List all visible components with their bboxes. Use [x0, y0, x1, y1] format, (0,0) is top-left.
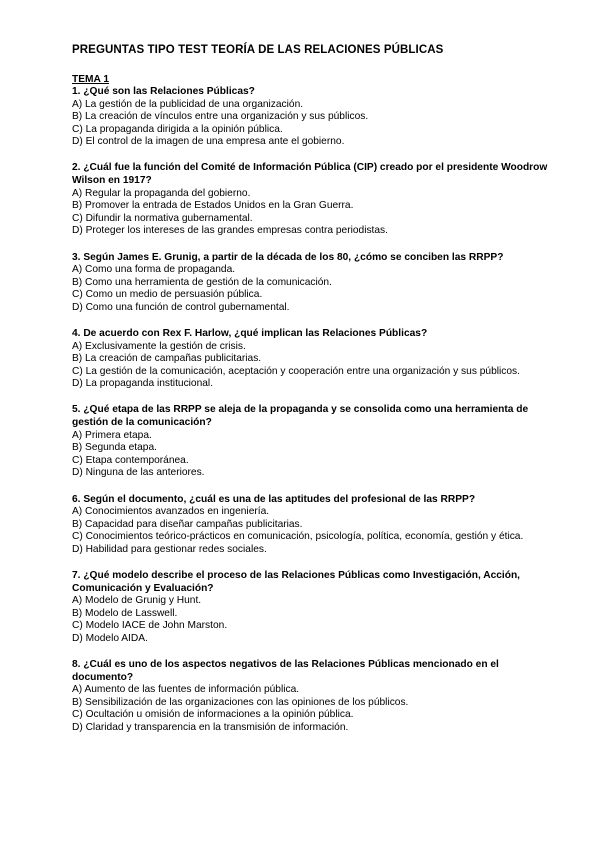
question-text: 2. ¿Cuál fue la función del Comité de Información Pública (CIP) creado por el presidente Woodrow Wilson en 1917?	[72, 162, 548, 187]
answer-option: B) Sensibilización de las organizaciones con las opiniones de los públicos.	[72, 696, 409, 708]
question-item	[72, 494, 560, 557]
answer-options	[72, 506, 560, 556]
answer-option: C) La propaganda dirigida a la opinión pública.	[72, 123, 283, 135]
answer-option: A) Regular la propaganda del gobierno.	[72, 187, 251, 199]
question-text: 6. Según el documento, ¿cuál es una de las aptitudes del profesional de las RRPP?	[72, 493, 476, 505]
answer-option: C) Conocimientos teórico-prácticos en comunicación, psicología, política, economía, gestión y ética.	[72, 531, 524, 543]
answer-option: C) Ocultación u omisión de informaciones a la opinión pública.	[72, 709, 354, 721]
answer-option: B) Como una herramienta de gestión de la comunicación.	[72, 276, 332, 288]
answer-option: C) La gestión de la comunicación, aceptación y cooperación entre una organización y sus públicos.	[72, 365, 520, 377]
question-list	[72, 86, 560, 735]
answer-options	[72, 264, 560, 314]
answer-option: B) Promover la entrada de Estados Unidos en la Gran Guerra.	[72, 200, 354, 212]
answer-options	[72, 684, 560, 734]
answer-option: D) Claridad y transparencia en la transmisión de información.	[72, 722, 349, 734]
answer-option: A) La gestión de la publicidad de una organización.	[72, 98, 304, 110]
section-title: TEMA 1	[72, 74, 109, 85]
question-text: 7. ¿Qué modelo describe el proceso de las Relaciones Públicas como Investigación, Acción, Comunicación y Evaluación?	[72, 570, 521, 594]
question-text: 3. Según James E. Grunig, a partir de la década de los 80, ¿cómo se conciben las RRPP?	[72, 251, 504, 263]
question-text: 8. ¿Cuál es uno de los aspectos negativos de las Relaciones Públicas mencionado en el documento?	[72, 659, 499, 683]
answer-options	[72, 430, 560, 480]
answer-option: D) Como una función de control gubernamental.	[72, 301, 290, 313]
answer-option: A) Conocimientos avanzados en ingeniería.	[72, 506, 270, 518]
answer-options	[72, 341, 560, 391]
question-item	[72, 252, 560, 315]
answer-options	[72, 595, 560, 645]
question-item	[72, 659, 560, 735]
question-text: 1. ¿Qué son las Relaciones Públicas?	[72, 86, 255, 97]
answer-options	[72, 188, 560, 238]
question-item	[72, 86, 560, 149]
question-item	[72, 570, 560, 646]
answer-option: C) Etapa contemporánea.	[72, 454, 189, 466]
answer-option: C) Como un medio de persuasión pública.	[72, 289, 263, 301]
answer-option: D) Habilidad para gestionar redes sociales.	[72, 543, 267, 555]
answer-option: B) Segunda etapa.	[72, 442, 157, 454]
answer-option: D) Ninguna de las anteriores.	[72, 467, 205, 479]
answer-option: B) Capacidad para diseñar campañas publicitarias.	[72, 518, 303, 530]
answer-option: A) Aumento de las fuentes de información pública.	[72, 684, 300, 696]
answer-option: D) Proteger los intereses de las grandes empresas contra periodistas.	[72, 225, 388, 237]
answer-option: A) Como una forma de propaganda.	[72, 264, 236, 276]
answer-option: B) Modelo de Lasswell.	[72, 607, 178, 619]
answer-option: B) La creación de campañas publicitarias.	[72, 353, 262, 365]
answer-option: A) Exclusivamente la gestión de crisis.	[72, 340, 246, 352]
question-item	[72, 404, 560, 480]
answer-option: C) Modelo IACE de John Marston.	[72, 620, 228, 632]
answer-option: B) La creación de vínculos entre una organización y sus públicos.	[72, 111, 369, 123]
answer-options	[72, 99, 560, 149]
answer-option: D) El control de la imagen de una empresa ante el gobierno.	[72, 136, 345, 148]
answer-option: C) Difundir la normativa gubernamental.	[72, 212, 253, 224]
question-text: 4. De acuerdo con Rex F. Harlow, ¿qué implican las Relaciones Públicas?	[72, 328, 428, 339]
question-text: 5. ¿Qué etapa de las RRPP se aleja de la propaganda y se consolida como una herramienta de gestión de la comunicación?	[72, 404, 529, 429]
answer-option: A) Modelo de Grunig y Hunt.	[72, 595, 202, 607]
answer-option: D) La propaganda institucional.	[72, 378, 214, 390]
question-item	[72, 328, 560, 391]
question-item	[72, 162, 560, 238]
document-title: PREGUNTAS TIPO TEST TEORÍA DE LAS RELACIONES PÚBLICAS	[72, 44, 444, 56]
answer-option: D) Modelo AIDA.	[72, 632, 148, 644]
answer-option: A) Primera etapa.	[72, 429, 152, 441]
